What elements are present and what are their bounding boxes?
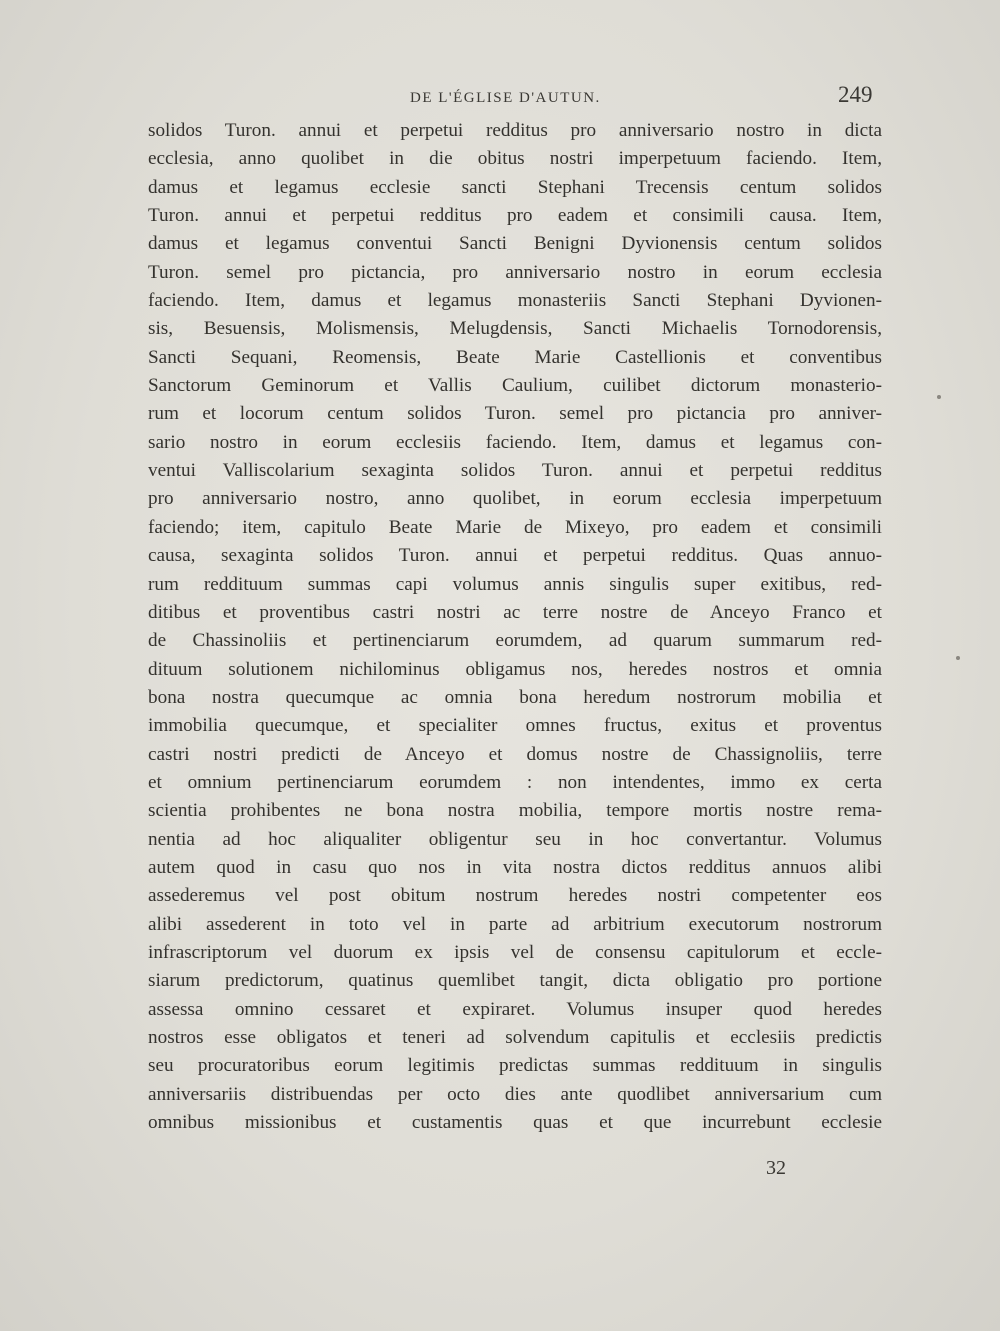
body-text	[148, 117, 882, 1137]
signature-mark: 32	[766, 1157, 786, 1179]
text-line: castri nostri predicti de Anceyo et domus nostre de Chassignoliis, terre	[148, 743, 882, 765]
text-line: rum reddituum summas capi volumus annis singulis super exitibus, red-	[148, 573, 882, 595]
text-line: omnibus missionibus et custamentis quas et que incurrebunt ecclesie	[148, 1112, 882, 1134]
text-line: infrascriptorum vel duorum ex ipsis vel de consensu capitulorum et eccle-	[148, 941, 882, 963]
text-line: dituum solutionem nichilominus obligamus nos, heredes nostros et omnia	[148, 658, 882, 680]
text-line: sis, Besuensis, Molismensis, Melugdensis, Sancti Michaelis Tornodorensis,	[148, 318, 882, 340]
text-line: anniversariis distribuendas per octo dies ante quodlibet anniversarium cum	[148, 1083, 882, 1105]
text-line: pro anniversario nostro, anno quolibet, in eorum ecclesia imperpetuum	[148, 488, 882, 510]
text-line: scientia prohibentes ne bona nostra mobilia, tempore mortis nostre rema-	[148, 800, 882, 822]
text-line: damus et legamus ecclesie sancti Stephani Trecensis centum solidos	[148, 176, 882, 198]
text-line: damus et legamus conventui Sancti Benigni Dyvionensis centum solidos	[148, 233, 882, 255]
text-line: faciendo; item, capitulo Beate Marie de Mixeyo, pro eadem et consimili	[148, 516, 882, 538]
text-line: solidos Turon. annui et perpetui redditus pro anniversario nostro in dicta	[148, 120, 882, 141]
text-line: assessa omnino cessaret et expiraret. Volumus insuper quod heredes	[148, 998, 882, 1020]
text-line: Turon. semel pro pictancia, pro anniversario nostro in eorum ecclesia	[148, 261, 882, 283]
text-line: siarum predictorum, quatinus quemlibet tangit, dicta obligatio pro portione	[148, 970, 882, 992]
text-line: nentia ad hoc aliqualiter obligentur seu in hoc convertantur. Volumus	[148, 828, 882, 850]
text-line: ecclesia, anno quolibet in die obitus nostri imperpetuum faciendo. Item,	[148, 148, 882, 170]
paper-speck	[956, 656, 960, 660]
text-line: nostros esse obligatos et teneri ad solvendum capitulis et ecclesiis predictis	[148, 1027, 882, 1048]
text-line: Turon. annui et perpetui redditus pro eadem et consimili causa. Item,	[148, 205, 882, 227]
text-line: bona nostra quecumque ac omnia bona heredum nostrorum mobilia et	[148, 686, 882, 708]
text-line: de Chassinoliis et pertinenciarum eorumdem, ad quarum summarum red-	[148, 630, 882, 652]
text-line: alibi assederent in toto vel in parte ad arbitrium executorum nostrorum	[148, 913, 882, 935]
text-line: Sanctorum Geminorum et Vallis Caulium, cuilibet dictorum monasterio-	[148, 375, 882, 397]
text-line: faciendo. Item, damus et legamus monasteriis Sancti Stephani Dyvionen-	[148, 290, 882, 312]
text-line: rum et locorum centum solidos Turon. semel pro pictancia pro anniver-	[148, 403, 882, 425]
text-line: ventui Valliscolarium sexaginta solidos Turon. annui et perpetui redditus	[148, 460, 882, 482]
page-number: 249	[838, 82, 873, 107]
text-line: ditibus et proventibus castri nostri ac terre nostre de Anceyo Franco et	[148, 601, 882, 623]
text-line: immobilia quecumque, et specialiter omnes fructus, exitus et proventus	[148, 715, 882, 737]
text-line: et omnium pertinenciarum eorumdem : non intendentes, immo ex certa	[148, 771, 882, 793]
paper-speck	[937, 395, 941, 399]
text-line: seu procuratoribus eorum legitimis predictas summas reddituum in singulis	[148, 1055, 882, 1077]
text-line: causa, sexaginta solidos Turon. annui et perpetui redditus. Quas annuo-	[148, 545, 882, 567]
text-line: assederemus vel post obitum nostrum heredes nostri competenter eos	[148, 885, 882, 907]
text-line: Sancti Sequani, Reomensis, Beate Marie Castellionis et conventibus	[148, 346, 882, 368]
text-line: autem quod in casu quo nos in vita nostra dictos redditus annuos alibi	[148, 856, 882, 878]
running-head: DE L'ÉGLISE D'AUTUN.	[410, 90, 601, 106]
text-line: sario nostro in eorum ecclesiis faciendo. Item, damus et legamus con-	[148, 431, 882, 453]
